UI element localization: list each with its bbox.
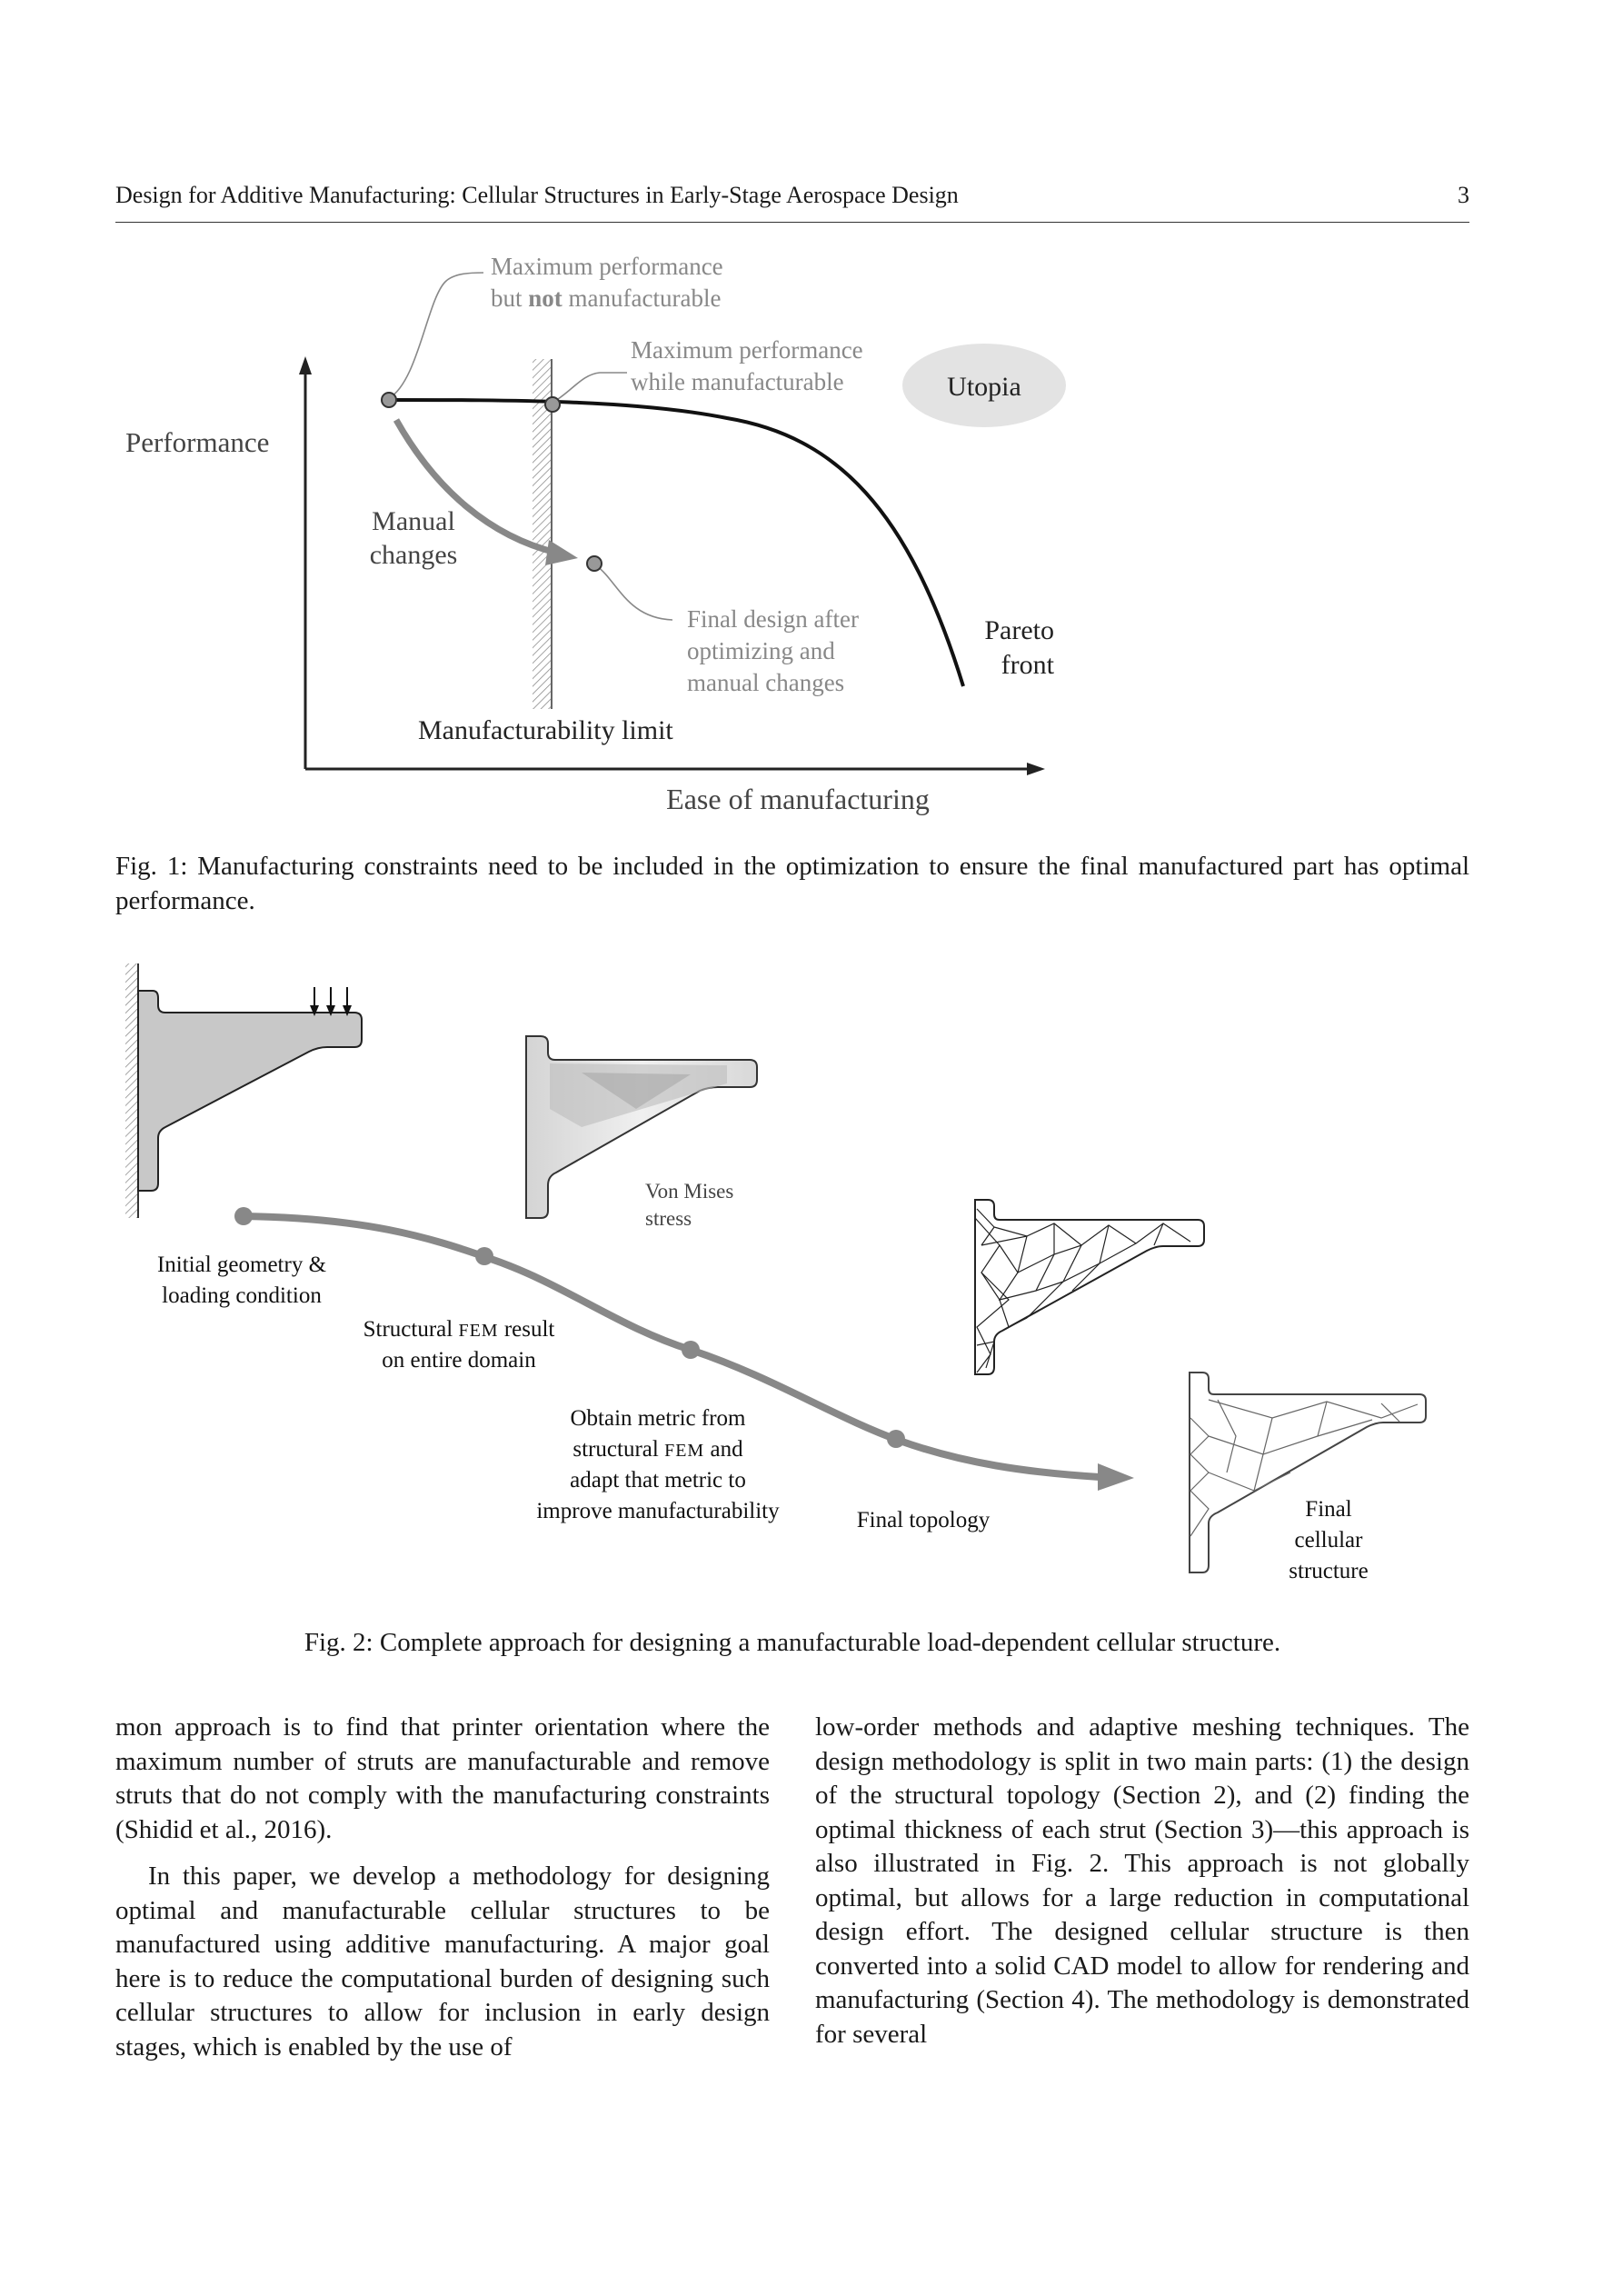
- paragraph: low-order methods and adaptive meshing techniques. The design methodology is split in two main parts: (1) the design of the structural topology (Section 2), and (2) finding the optimal thickness of each strut (Section 3)—this approach is also illustrated in Fig. 2. This approach is not globally optimal, but allows for a large reduction in computational design effort. The designed cellular structure is then converted into a solid CAD model to allow for rendering and manufacturing (Section 4). The methodology is demonstrated for several: [815, 1712, 1469, 2049]
- manual-changes-arrowhead: [545, 540, 578, 565]
- paragraph: In this paper, we develop a methodology for designing optimal and manufacturable cellular structures to be manufactured using additive manufacturing. A major goal here is to reduce the computational burden of designing such cellular structures to allow for inclusion in early design stages, which is enabled by the use of: [115, 1862, 770, 2061]
- annotation-mfg-line2: while manufacturable: [631, 368, 844, 395]
- step1-line1: Initial geometry &: [156, 1253, 327, 1277]
- step2-line2: on entire domain: [382, 1348, 536, 1373]
- step2-dot: [475, 1247, 493, 1265]
- leader-max-mfg: [553, 373, 627, 403]
- step1-dot: [234, 1207, 253, 1225]
- page-number: 3: [1458, 182, 1469, 208]
- body-column-right: [815, 1711, 1469, 2051]
- step3-dot: [682, 1341, 700, 1359]
- y-axis-label: Performance: [125, 426, 270, 458]
- step5-line2: cellular: [1294, 1528, 1363, 1552]
- final-topology-mesh: [975, 1200, 1204, 1374]
- annotation-max-line1: Maximum performance: [491, 253, 723, 280]
- final-design-line3: manual changes: [687, 669, 845, 696]
- final-design-line1: Final design after: [687, 605, 859, 633]
- step3-line4: improve manufacturability: [536, 1499, 780, 1523]
- limit-label: Manufacturability limit: [418, 715, 673, 745]
- figure-1: [0, 0, 1623, 845]
- step4-label: Final topology: [856, 1508, 991, 1532]
- vonmises-line1: Von Mises: [645, 1180, 734, 1203]
- step2-line1: Structural FEM result: [363, 1317, 555, 1342]
- annotation-mfg-line1: Maximum performance: [631, 336, 863, 364]
- body-column-left: [115, 1711, 770, 2064]
- vonmises-line2: stress: [645, 1207, 692, 1230]
- step5-line1: Final: [1305, 1497, 1352, 1522]
- step5-line3: structure: [1289, 1559, 1369, 1583]
- header-title: Design for Additive Manufacturing: Cellular Structures in Early-Stage Aerospace Design: [115, 182, 959, 208]
- point-max-not-manufacturable: [382, 393, 396, 407]
- utopia-label: Utopia: [947, 372, 1021, 402]
- step3-line2: structural FEM and: [573, 1437, 743, 1462]
- process-flow-arrowhead: [1098, 1463, 1134, 1491]
- initial-geometry: [125, 963, 362, 1218]
- point-final-design: [587, 556, 602, 571]
- manual-changes-line1: Manual: [372, 506, 455, 536]
- final-design-line2: optimizing and: [687, 637, 835, 664]
- step3-line3: adapt that metric to: [570, 1468, 746, 1492]
- paragraph: mon approach is to find that printer orientation where the maximum number of struts are manufacturable and remove struts that do not comply with the manufacturing constraints (Shidid et al., 2016).: [115, 1712, 770, 1844]
- pareto-line2: front: [1001, 650, 1054, 680]
- y-axis-arrow: [299, 356, 312, 374]
- leader-max-not-mfg: [389, 273, 483, 398]
- annotation-max-line2: but not manufacturable: [491, 285, 722, 312]
- step3-line1: Obtain metric from: [570, 1406, 746, 1431]
- leader-final-design: [596, 565, 672, 620]
- point-max-manufacturable: [545, 397, 560, 412]
- x-axis-label: Ease of manufacturing: [666, 783, 930, 815]
- figure-1-caption: Fig. 1: Manufacturing constraints need to be included in the optimization to ensure the final manufactured part has optimal performance.: [115, 852, 1469, 915]
- manual-changes-line2: changes: [369, 540, 458, 570]
- step1-line2: loading condition: [162, 1283, 322, 1308]
- process-flow-arrow: [244, 1216, 1100, 1477]
- pareto-line1: Pareto: [984, 615, 1054, 645]
- pareto-front-curve: [389, 400, 963, 686]
- figure-2-caption: Fig. 2: Complete approach for designing a manufacturable load-dependent cellular structure.: [304, 1628, 1281, 1657]
- step4-dot: [887, 1430, 905, 1448]
- figure-2: [0, 945, 1623, 1609]
- x-axis-arrow: [1027, 763, 1045, 775]
